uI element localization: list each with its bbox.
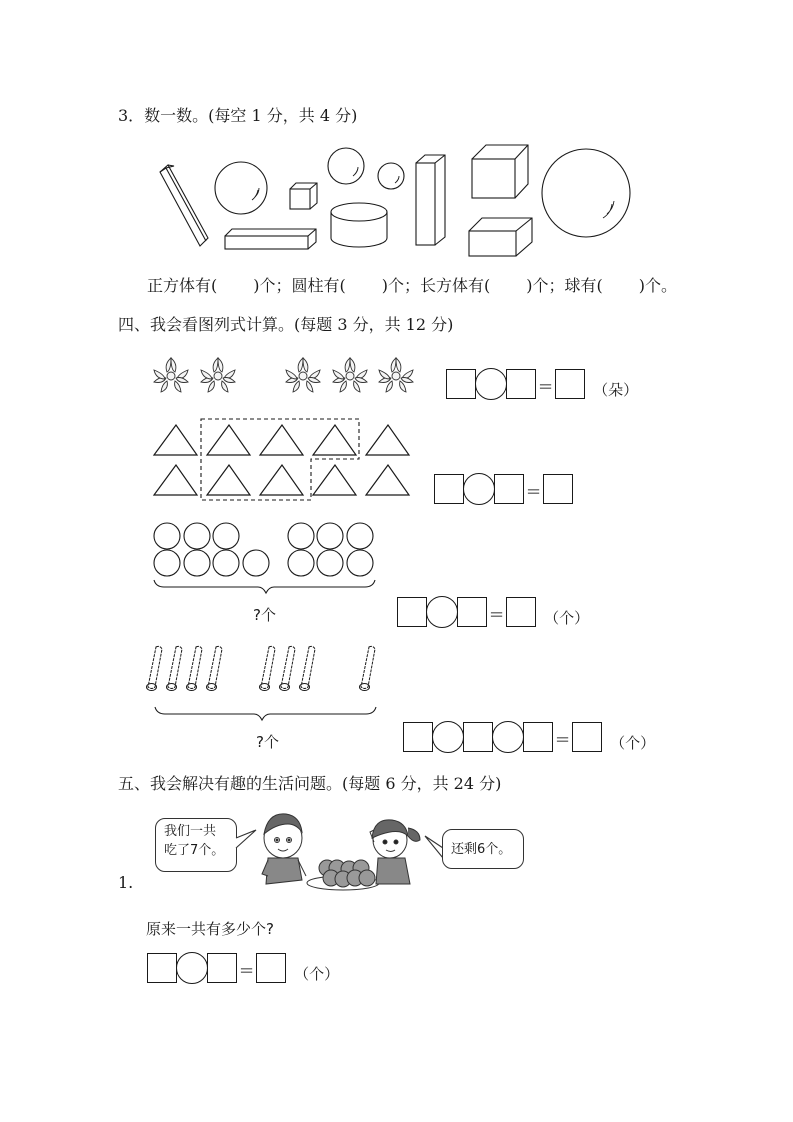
brace-label: ?个 [253, 606, 276, 624]
speech-bubble-girl [442, 829, 524, 869]
cuboid-count-suffix: )个； [526, 276, 565, 295]
operator-circle[interactable] [176, 952, 208, 984]
equals-sign: = [526, 481, 542, 502]
section-3-title: 3．数一数。(每空 1 分，共 4 分) [118, 106, 358, 125]
equation-s5-q1 [147, 952, 339, 984]
cylinder-count-suffix: )个； [381, 276, 420, 295]
girl-icon [370, 820, 420, 884]
section-4-title: 四、我会看图列式计算。(每题 3 分，共 12 分) [118, 315, 454, 334]
cuboid-count-label: 长方体有( [420, 276, 491, 295]
equals-sign: = [239, 960, 255, 981]
answer-box[interactable] [147, 953, 177, 983]
equals-sign: = [489, 604, 505, 625]
bubble-text: 吃了7个。 [164, 843, 225, 858]
unit-label: （个） [294, 964, 340, 983]
sphere-count-suffix: )个。 [638, 276, 677, 295]
section-5-title: 五、我会解决有趣的生活问题。(每题 6 分，共 24 分) [118, 774, 502, 793]
unit-label: （个） [544, 608, 590, 627]
bubble-text: 还剩6个。 [451, 842, 512, 857]
bubble-text: 我们一共 [164, 824, 217, 839]
question-text: 原来一共有多少个? [146, 920, 274, 938]
cube-count-label: 正方体有( [147, 276, 218, 295]
equals-sign: = [555, 729, 571, 750]
sphere-count-label: 球有( [564, 276, 603, 295]
question-number: 1. [118, 873, 134, 892]
equals-sign: = [538, 376, 554, 397]
answer-box[interactable] [207, 953, 237, 983]
unit-label: （朵） [593, 380, 639, 399]
boy-icon [262, 814, 306, 884]
brace-label: ?个 [256, 733, 279, 751]
apple-plate-icon [307, 860, 379, 890]
result-box[interactable] [256, 953, 286, 983]
cylinder-count-label: 圆柱有( [291, 276, 346, 295]
cube-count-suffix: )个； [253, 276, 292, 295]
unit-label: （个） [610, 733, 656, 752]
